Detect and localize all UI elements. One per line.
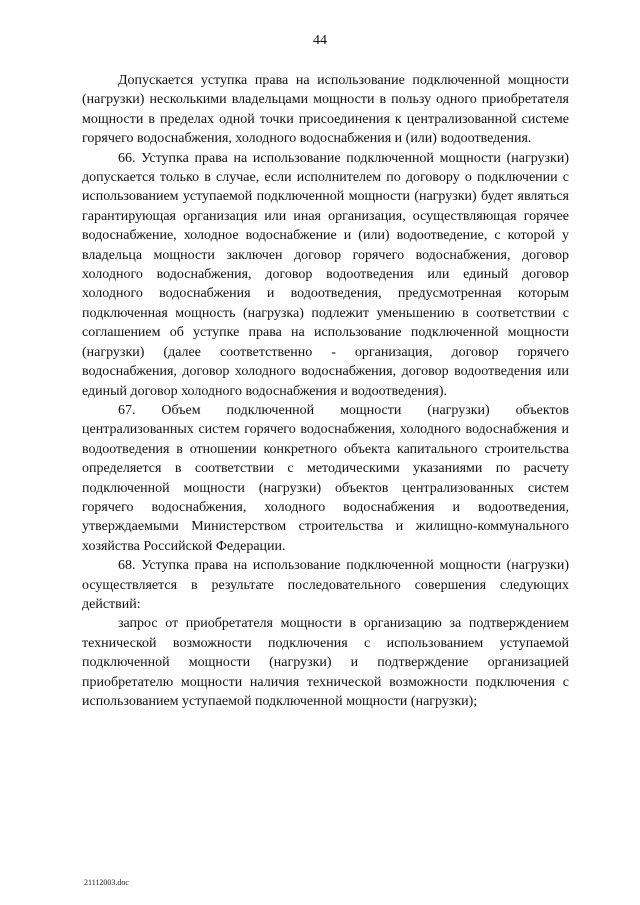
page-number: 44 <box>313 33 327 48</box>
footer-file-name: 21112003.doc <box>84 878 129 887</box>
paragraph-assignment-multiple-owners: Допускается уступка права на использование подключенной мощности (нагрузки) несколькими владельцами мощности в пользу одного приобретателя мощности в пределах одной точки присоединения к централизованной системе горячего водоснабжения, холодного водоснабжения и (или) водоотведения. <box>82 73 569 147</box>
paragraph-68-step-request: запрос от приобретателя мощности в организацию за подтверждением технической возможности подключения с использованием уступаемой подключенной мощности (нагрузки) и подтверждение организацией приобретателю мощности наличия технической возможности подключения с использованием уступаемой подключенной мощности (нагрузки); <box>82 616 569 709</box>
document-body <box>82 71 569 711</box>
paragraph-66: 66. Уступка права на использование подключенной мощности (нагрузки) допускается только в случае, если исполнителем по договору о подключении с использованием уступаемой подключенной мощности (нагрузки) будет являться гарантирующая организация или иная организация, осуществляющая горячее водоснабжение, холодное водоснабжение и (или) водоотведение, с которой у владельца мощности заключен договор горячего водоснабжения, договор холодного водоснабжения, договор водоотведения или единый договор холодного водоснабжения и водоотведения, предусмотренная которым подключенная мощность (нагрузка) подлежит уменьшению в соответствии с соглашением об уступке права на использование подключенной мощности (нагрузки) (далее соответственно - организация, договор горячего водоснабжения, договор холодного водоснабжения, договор водоотведения или единый договор холодного водоснабжения и водоотведения). <box>82 150 569 399</box>
paragraph-67: 67. Объем подключенной мощности (нагрузки) объектов централизованных систем горячего водоснабжения, холодного водоснабжения и водоотведения в отношении конкретного объекта капитального строительства определяется в соответствии с методическими указаниями по расчету подключенной мощности (нагрузки) объектов централизованных систем горячего водоснабжения, холодного водоснабжения и водоотведения, утверждаемыми Министерством строительства и жилищно-коммунального хозяйства Российской Федерации. <box>82 402 569 554</box>
paragraph-68: 68. Уступка права на использование подключенной мощности (нагрузки) осуществляется в результате последовательного совершения следующих действий: <box>82 558 569 612</box>
